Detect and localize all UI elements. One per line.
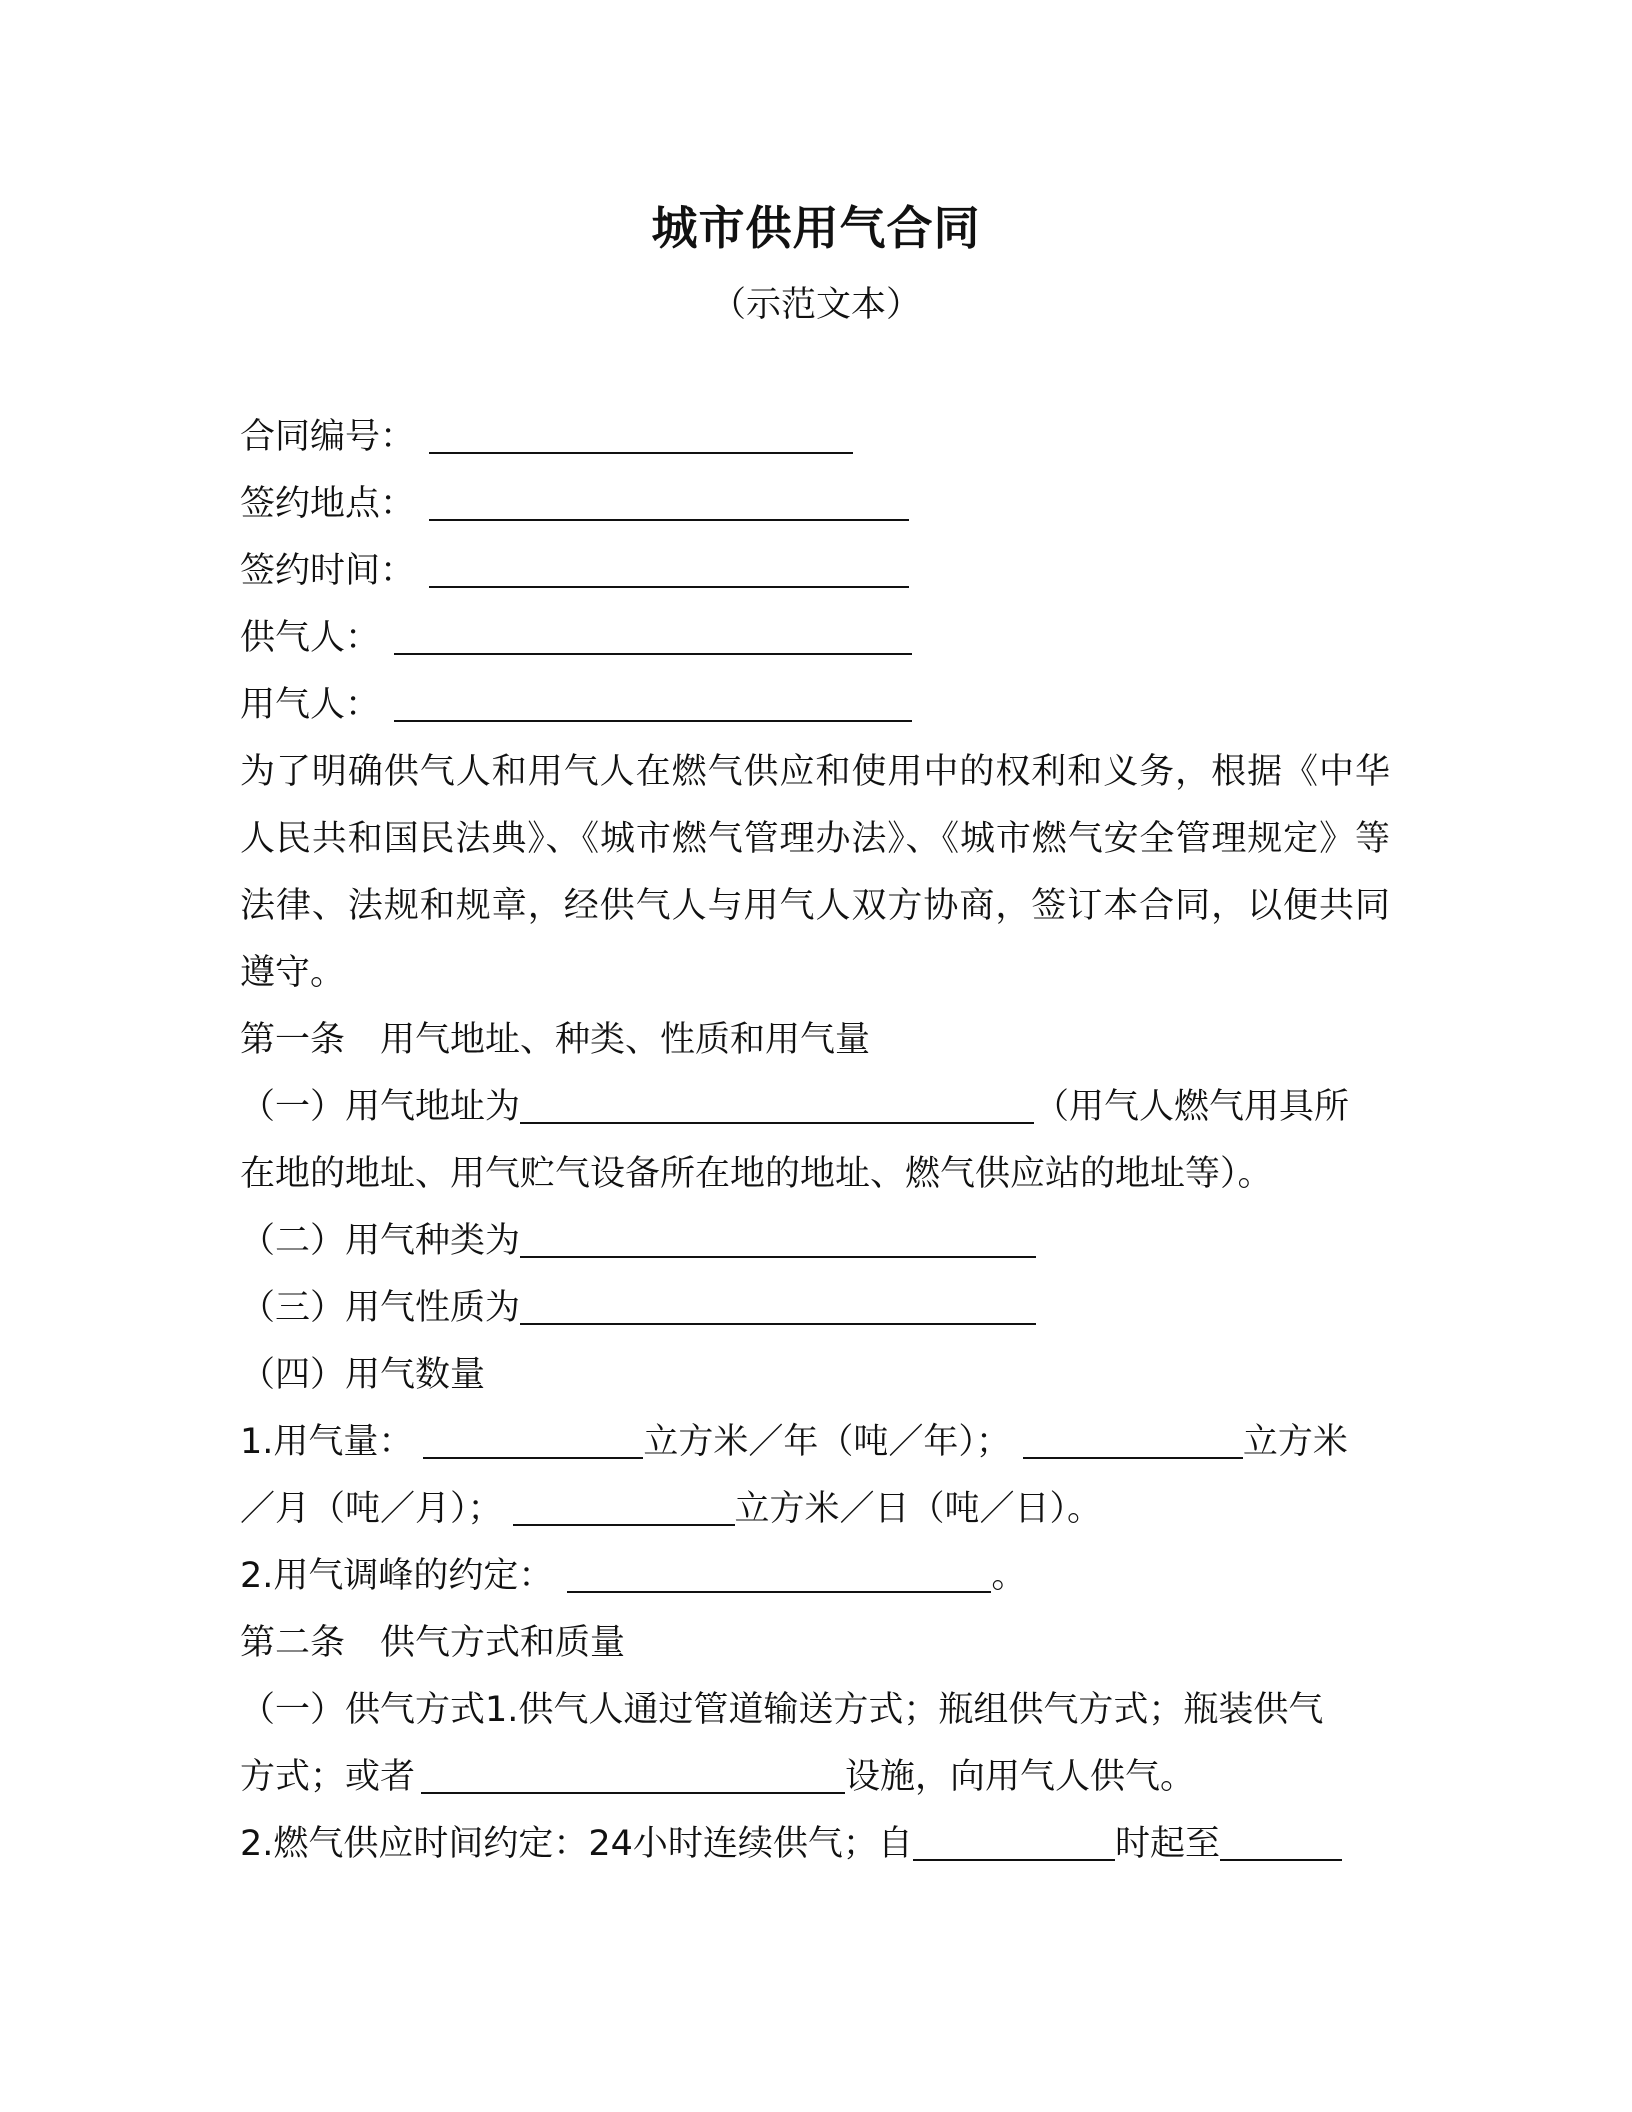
document-body (240, 404, 1390, 1878)
article1-quantity-heading: （四）用气数量 (240, 1355, 486, 1395)
gas-user-blank[interactable] (394, 676, 912, 722)
document-subtitle: （示范文本） (710, 285, 921, 325)
supply-method-continued (240, 1744, 1390, 1811)
article2-heading: 第二条 供气方式和质量 (240, 1623, 626, 1663)
supply-time-mid: 时起至 (1114, 1824, 1220, 1864)
article1-address-line (240, 1074, 1390, 1141)
signing-time-blank[interactable] (429, 542, 909, 588)
daily-quantity-blank[interactable] (513, 1480, 735, 1526)
supply-method-line: （一）供气方式1.供气人通过管道输送方式；瓶组供气方式；瓶装供气 (240, 1690, 1324, 1730)
field-signing-place (240, 471, 1390, 538)
field-gas-user (240, 672, 1390, 739)
gas-supplier-blank[interactable] (394, 609, 912, 655)
yearly-unit: 立方米／年（吨／年）； (643, 1422, 1011, 1462)
daily-unit: 立方米／日（吨／日）。 (734, 1489, 1103, 1529)
field-contract-number (240, 404, 1390, 471)
quantity-line-1 (240, 1409, 1390, 1476)
supply-method-suffix: 设施，向用气人供气。 (845, 1757, 1196, 1797)
field-signing-time (240, 538, 1390, 605)
quantity-label: 1.用气量： (240, 1422, 414, 1462)
supply-method-prefix: 方式；或者 (240, 1757, 416, 1797)
supply-facility-blank[interactable] (421, 1748, 845, 1794)
article1-heading: 第一条 用气地址、种类、性质和用气量 (240, 1020, 871, 1060)
document-title: 城市供用气合同 (651, 201, 981, 255)
quantity-line-2 (240, 1476, 1390, 1543)
peak-regulation-label: 2.用气调峰的约定： (240, 1556, 554, 1596)
preamble-paragraph: 为了明确供气人和用气人在燃气供应和使用中的权利和义务，根据《中华人民共和国民法典》、《城市燃气管理办法》、《城市燃气安全管理规定》等法律、法规和规章，经供气人与用气人双方协商，签订本合同，以便共同遵守。 (240, 752, 1390, 993)
address-suffix: （用气人燃气用具所 (1034, 1087, 1350, 1127)
field-label: 签约时间： (240, 551, 416, 591)
supply-time-line (240, 1811, 1390, 1878)
peak-regulation-end: 。 (991, 1556, 1027, 1596)
article1-type-line (240, 1208, 1390, 1275)
field-label: 合同编号： (240, 417, 416, 457)
peak-regulation-blank[interactable] (567, 1547, 991, 1593)
monthly-unit-a: 立方米 (1242, 1422, 1348, 1462)
supply-start-time-blank[interactable] (913, 1815, 1115, 1861)
signing-place-blank[interactable] (429, 475, 909, 521)
field-label: 签约地点： (240, 484, 416, 524)
monthly-unit-b: ／月（吨／月）； (240, 1489, 503, 1529)
address-label: （一）用气地址为 (240, 1087, 521, 1127)
article1-nature-line (240, 1275, 1390, 1342)
supply-end-time-blank[interactable] (1220, 1815, 1342, 1861)
supply-time-prefix: 2.燃气供应时间约定：24小时连续供气；自 (240, 1824, 913, 1864)
field-label: 供气人： (240, 618, 381, 658)
gas-address-blank[interactable] (520, 1078, 1034, 1124)
contract-number-blank[interactable] (429, 408, 853, 454)
gas-type-blank[interactable] (520, 1212, 1036, 1258)
yearly-quantity-blank[interactable] (423, 1413, 643, 1459)
peak-regulation-line (240, 1543, 1390, 1610)
gas-nature-blank[interactable] (520, 1279, 1036, 1325)
gas-nature-label: （三）用气性质为 (240, 1288, 521, 1328)
field-gas-supplier (240, 605, 1390, 672)
article1-address-continued: 在地的地址、用气贮气设备所在地的地址、燃气供应站的地址等）。 (240, 1154, 1273, 1194)
field-label: 用气人： (240, 685, 381, 725)
gas-type-label: （二）用气种类为 (240, 1221, 521, 1261)
monthly-quantity-blank[interactable] (1023, 1413, 1243, 1459)
